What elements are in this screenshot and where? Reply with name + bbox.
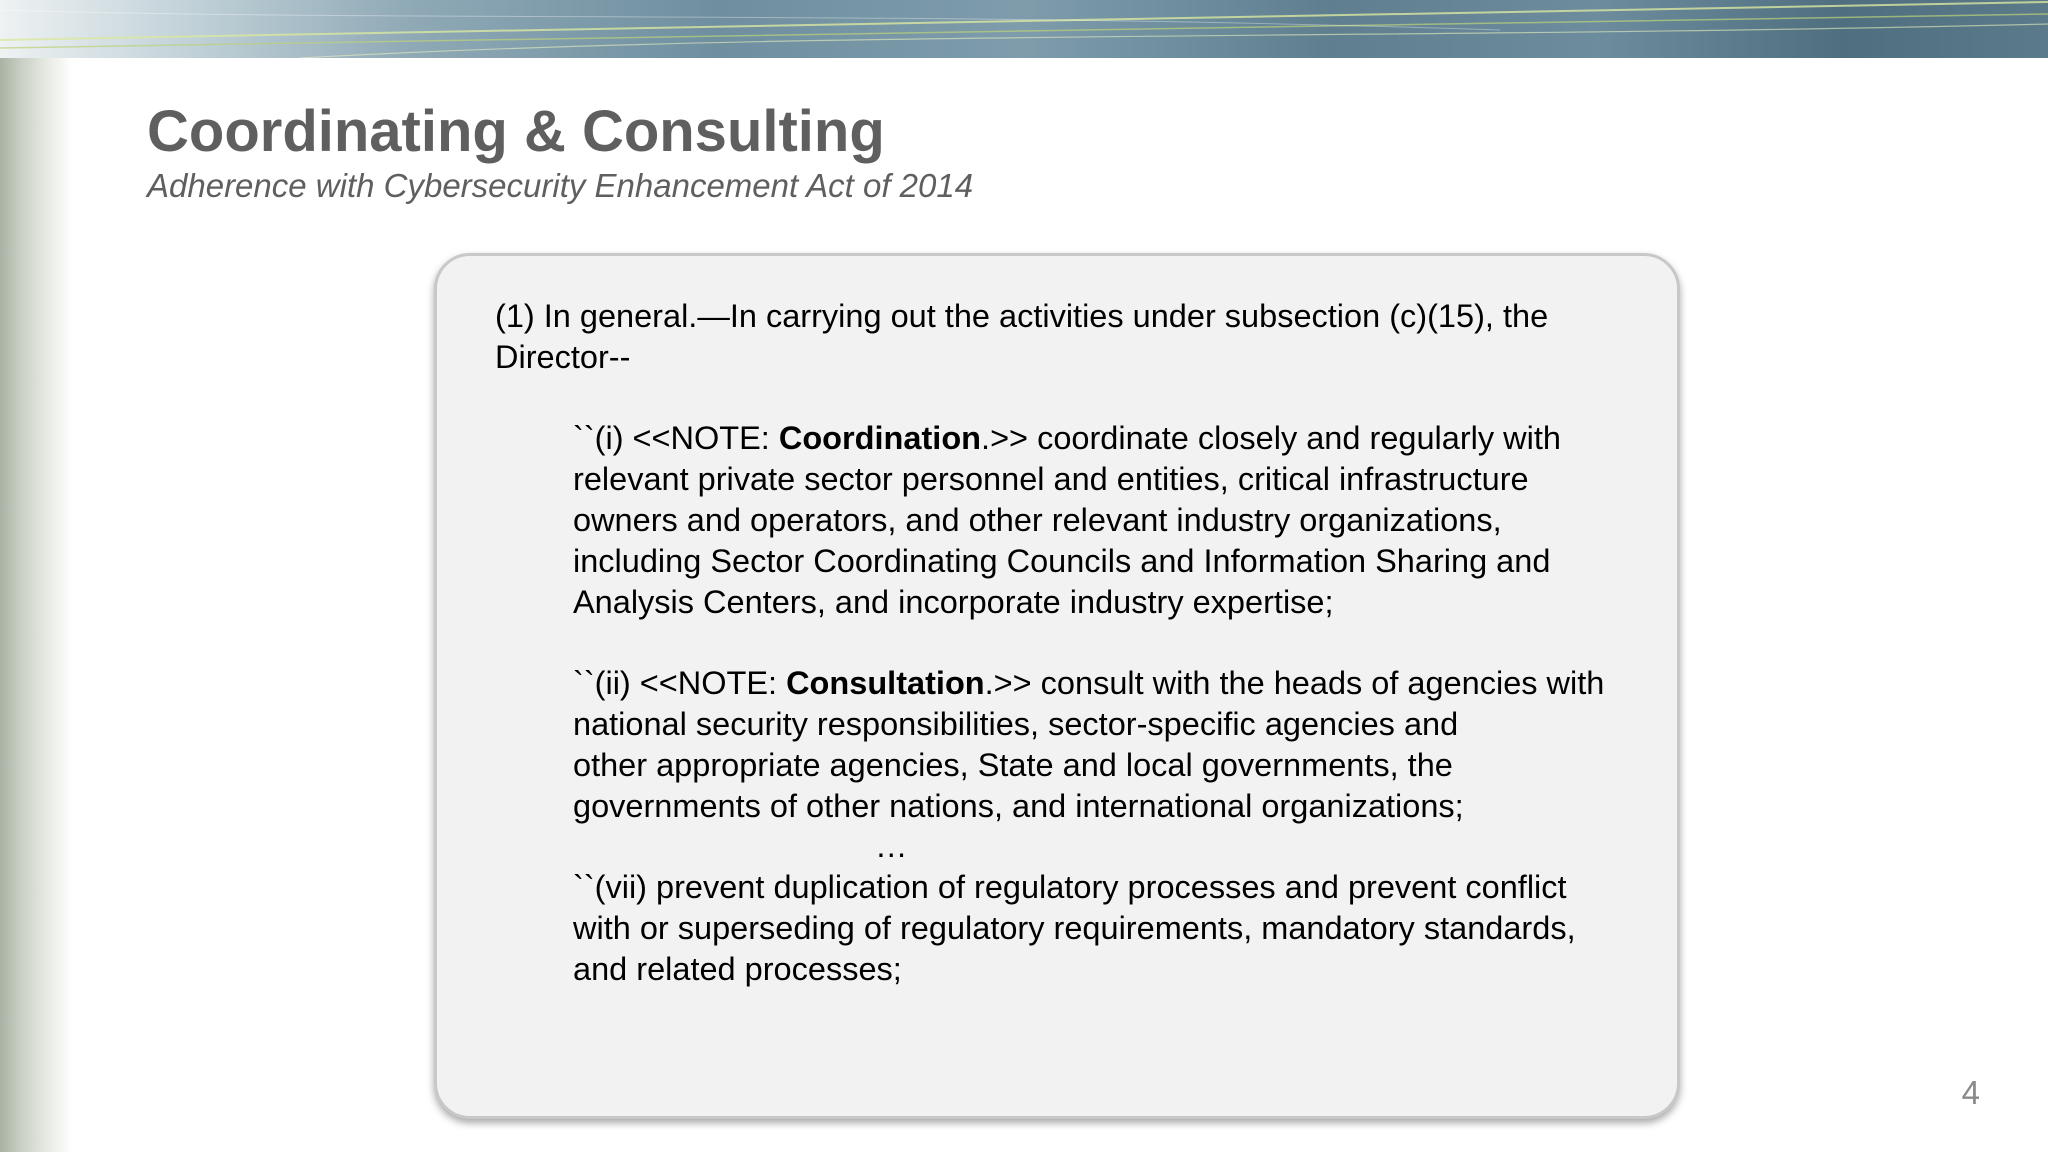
clause-ii-keyword: Consultation — [786, 665, 985, 702]
paragraph-spacer — [495, 622, 1625, 663]
intro-paragraph: (1) In general.—In carrying out the activities under subsection (c)(15), the Director-- — [495, 298, 1549, 375]
slide-title: Coordinating & Consulting — [147, 99, 885, 164]
clause-ii-prefix: ``(ii) <<NOTE: — [573, 665, 787, 702]
clause-ii-continuation: other appropriate agencies, State and local governments, the governments of other nations, and international organizations; — [573, 746, 1464, 824]
quoted-act-text — [495, 296, 1625, 990]
clause-i-text: .>> coordinate closely and regularly with relevant private sector personnel and entities, critical infrastructure owners and operators, and other relevant industry organizations, including Sector Coordinating Councils and Information Sharing and Analysis Centers, and incorporate industry expertise; — [573, 420, 1561, 620]
left-decorative-strip — [0, 58, 72, 1152]
quoted-act-excerpt-box — [434, 253, 1680, 1119]
clause-i-coordination — [495, 418, 1625, 622]
clause-vii-duplication: ``(vii) prevent duplication of regulatory processes and prevent conflict with or superseding of regulatory requirements, mandatory standards, and related processes; — [573, 869, 1576, 987]
page-number: 4 — [1961, 1074, 1980, 1111]
clause-ii-consultation — [495, 663, 1625, 745]
omission-ellipsis: … — [875, 828, 908, 865]
clause-i-prefix: ``(i) <<NOTE: — [573, 420, 779, 457]
clause-i-keyword: Coordination — [778, 420, 982, 457]
header-banner — [0, 0, 2048, 58]
paragraph-spacer — [495, 378, 1625, 419]
clause-ii-text: .>> consult with the heads of agencies with national security responsibilities, sector-specific agencies and — [573, 665, 1605, 742]
slide-subtitle: Adherence with Cybersecurity Enhancement Act of 2014 — [147, 167, 974, 204]
banner-swoosh-graphic — [0, 0, 2048, 58]
